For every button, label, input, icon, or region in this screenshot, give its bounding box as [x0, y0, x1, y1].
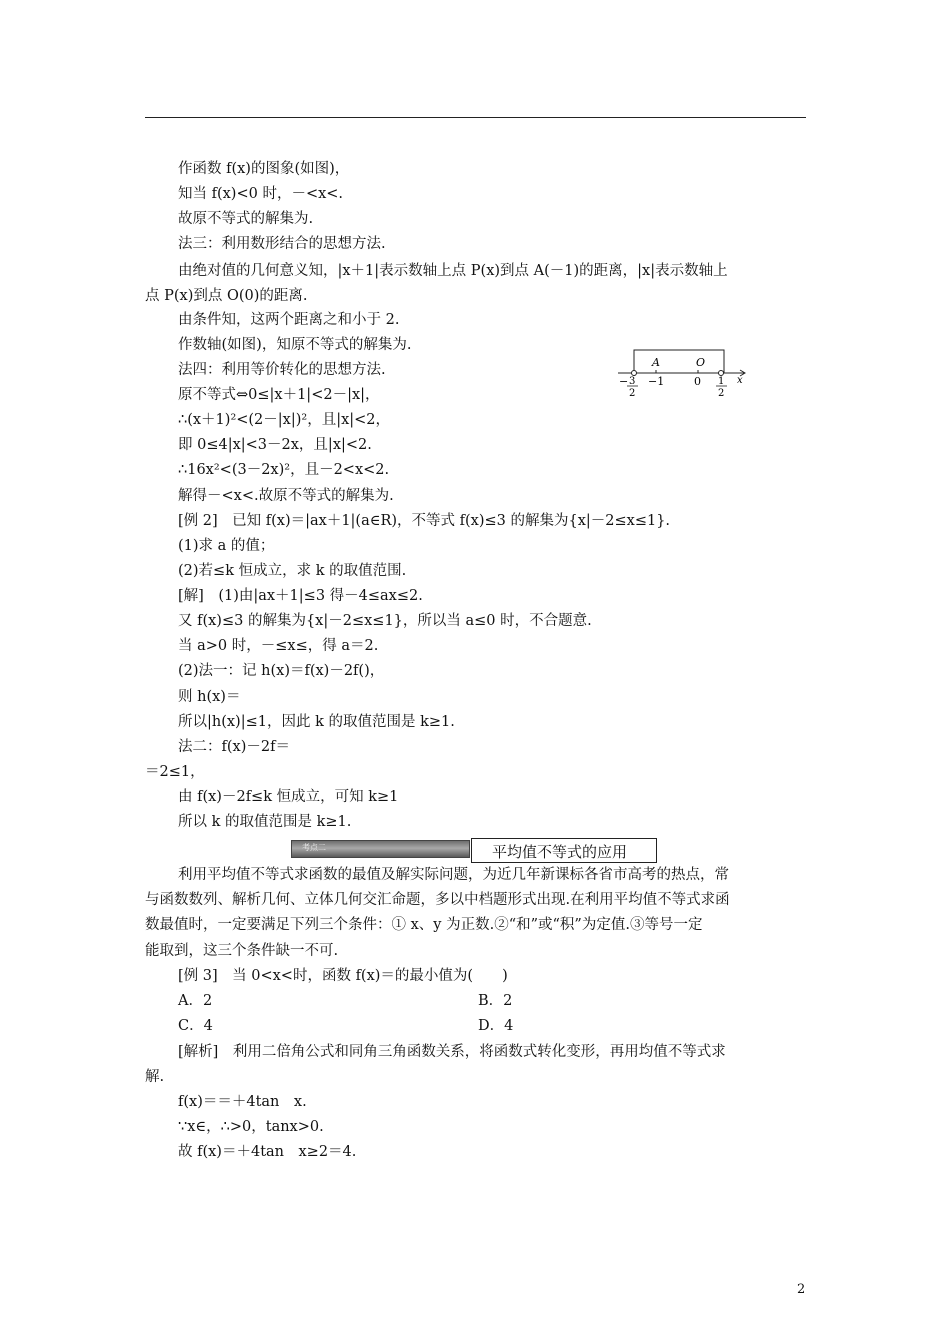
text-line: [例 2] 已知 f(x)＝|ax＋1|(a∈R)，不等式 f(x)≤3 的解集为{x|－2≤x≤1}.	[178, 513, 671, 529]
text-line: 所以|h(x)|≤1，因此 k 的取值范围是 k≥1.	[178, 714, 455, 730]
axis-label-x: x	[737, 375, 743, 386]
choice-option: A．2	[178, 993, 213, 1009]
section-title: 平均值不等式的应用	[492, 843, 628, 861]
frac-left-sign: −	[619, 375, 629, 388]
text-line: (1)求 a 的值；	[178, 538, 275, 554]
section-label: 考点二	[302, 843, 326, 852]
open-point-left	[632, 371, 637, 376]
text-line: 法三：利用数形结合的思想方法.	[178, 236, 386, 252]
section-title-box	[471, 838, 657, 863]
text-line: 即 0≤4|x|<3－2x，且|x|<2.	[178, 437, 372, 453]
text-line: 解.	[145, 1069, 165, 1085]
text-line: 法二：f(x)－2f＝	[178, 739, 290, 755]
text-line: 作数轴(如图)，知原不等式的解集为.	[178, 337, 412, 353]
tick-label-neg-one: −1	[648, 375, 665, 388]
open-point-right	[719, 371, 724, 376]
text-line: (2)法一：记 h(x)＝f(x)－2f()，	[178, 663, 385, 679]
choice-option: D．4	[478, 1018, 514, 1034]
text-line: 法四：利用等价转化的思想方法.	[178, 362, 386, 378]
label-point-a: A	[652, 356, 660, 369]
text-line: 所以 k 的取值范围是 k≥1.	[178, 814, 352, 830]
frac-right-den: 2	[718, 388, 725, 399]
text-line: 作函数 f(x)的图象(如图)，	[178, 161, 350, 177]
text-line: 解得－<x<.故原不等式的解集为.	[178, 488, 394, 504]
text-line: 由 f(x)－2f≤k 恒成立，可知 k≥1	[178, 789, 399, 805]
text-line: 与函数数列、解析几何、立体几何交汇命题，多以中档题形式出现.在利用平均值不等式求函	[145, 892, 730, 908]
text-line: 由条件知，这两个距离之和小于 2.	[178, 312, 400, 328]
text-line: f(x)＝＝＋4tan x.	[178, 1094, 307, 1110]
text-line: [解析] 利用二倍角公式和同角三角函数关系，将函数式转化变形，再用均值不等式求	[178, 1044, 726, 1060]
frac-left-num: 3	[629, 376, 636, 387]
tick-label-zero: 0	[694, 375, 701, 388]
frac-right-num: 1	[718, 376, 725, 387]
text-line: (2)若≤k 恒成立，求 k 的取值范围.	[178, 563, 407, 579]
label-point-o: O	[696, 356, 706, 369]
text-line: [例 3] 当 0<x<时，函数 f(x)＝的最小值为( )	[178, 968, 508, 984]
text-line: 能取到，这三个条件缺一不可.	[145, 943, 339, 959]
figure-frame	[634, 350, 724, 373]
text-line: ∵x∈，∴>0，tanx>0.	[178, 1119, 324, 1135]
text-line: 原不等式⇔0≤|x＋1|<2－|x|，	[178, 387, 380, 403]
choice-option: B．2	[478, 993, 513, 1009]
text-line: 则 h(x)＝	[178, 689, 241, 705]
number-line-figure	[616, 348, 751, 400]
text-line: 点 P(x)到点 O(0)的距离.	[145, 288, 308, 304]
text-line: ∴16x²<(3－2x)²，且－2<x<2.	[178, 462, 390, 478]
text-line: 又 f(x)≤3 的解集为{x|－2≤x≤1}，所以当 a≤0 时，不合题意.	[178, 613, 592, 629]
text-line: 故 f(x)＝＋4tan x≥2＝4.	[178, 1144, 357, 1160]
text-line: [解] (1)由|ax＋1|≤3 得－4≤ax≤2.	[178, 588, 423, 604]
text-line: 由绝对值的几何意义知，|x＋1|表示数轴上点 P(x)到点 A(－1)的距离，|x|表示数轴上	[178, 263, 728, 279]
text-line: 知当 f(x)<0 时，－<x<.	[178, 186, 344, 202]
text-line: 利用平均值不等式求函数的最值及解实际问题，为近几年新课标各省市高考的热点，常	[178, 867, 729, 883]
text-line: ∴(x＋1)²<(2－|x|)²，且|x|<2，	[178, 412, 391, 428]
section-label-bar	[291, 840, 470, 858]
page-number: 2	[797, 1282, 806, 1297]
text-line: ＝2≤1，	[145, 764, 205, 780]
header-rule	[145, 117, 806, 118]
section-heading	[291, 838, 658, 864]
text-line: 数最值时，一定要满足下列三个条件：① x、y 为正数.②“和”或“积”为定值.③等号一定	[145, 917, 703, 933]
text-line: 当 a>0 时，－≤x≤，得 a＝2.	[178, 638, 379, 654]
text-line: 故原不等式的解集为.	[178, 211, 314, 227]
choice-option: C．4	[178, 1018, 213, 1034]
frac-left-den: 2	[629, 388, 636, 399]
